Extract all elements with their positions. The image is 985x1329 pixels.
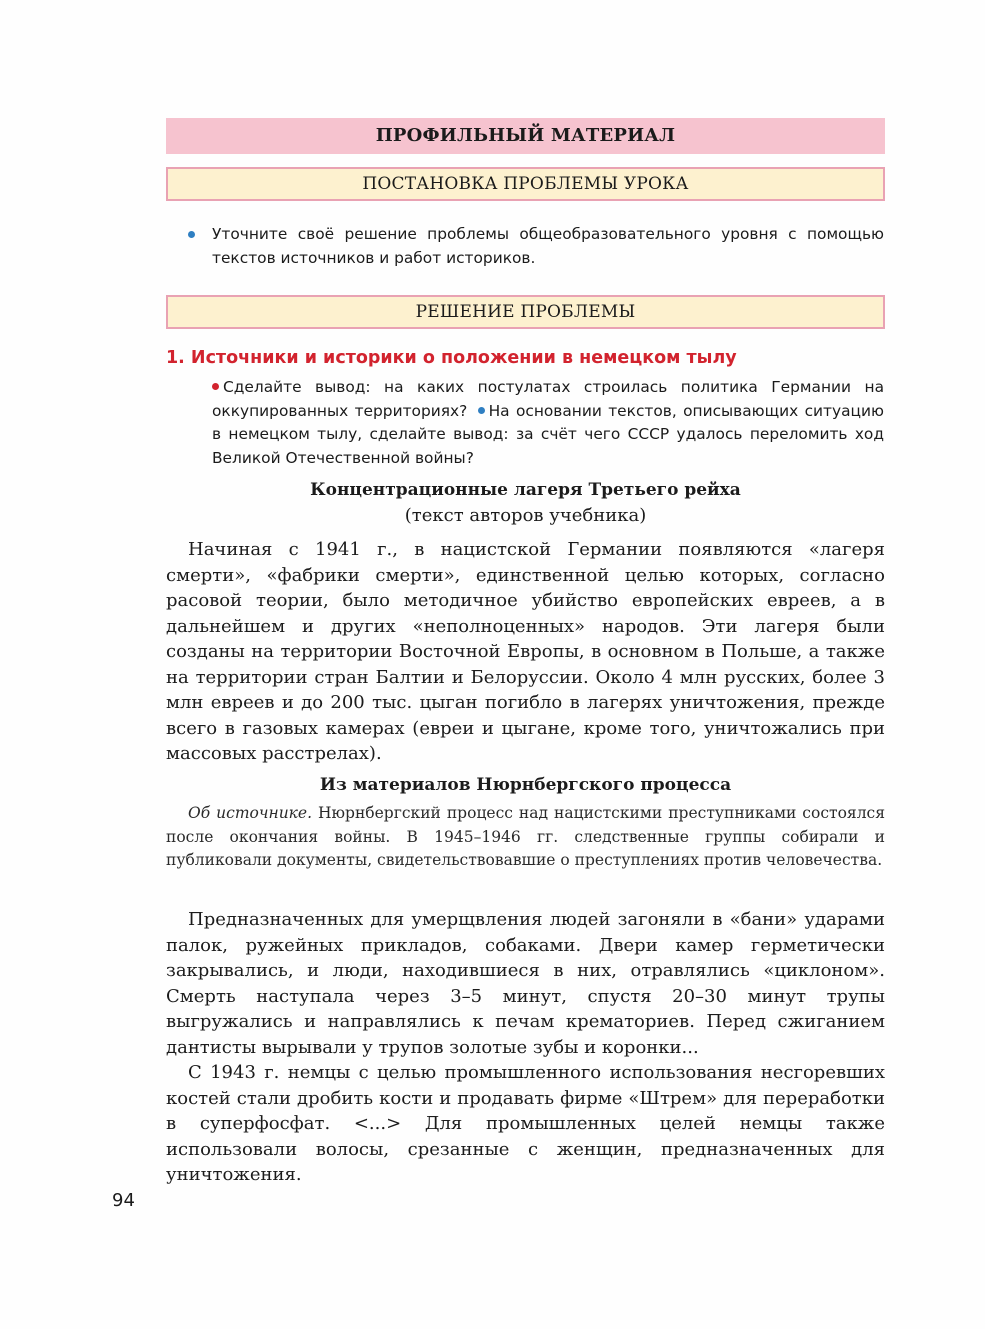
camps-text-block [166,537,885,767]
task-2-text: На основании текстов, описывающих ситуацию в немецком тылу, сделайте вывод: за счёт чего СССР удалось переломить ход Великой Отечественной войны? [212,401,884,467]
nuremberg-text-block [166,907,885,1188]
task-1-text: Сделайте вывод: на каких постулатах строилась политика Германии на оккупированных территориях? [212,378,884,420]
nuremberg-heading: Из материалов Нюрнбергского процесса [319,775,732,795]
bullet-icon [188,231,195,238]
nuremberg-paragraph-2: С 1943 г. немцы с целью промышленного использования несгоревших костей стали дробить кости и продавать фирме «Штрем» для переработки в суперфосфат. <...> Для промышленных целей немцы также использовали волосы, срезанные с женщин, предназначенных для уничтожения. [166,1062,885,1185]
nuremberg-paragraph-1: Предназначенных для умерщвления людей загоняли в «бани» ударами палок, ружейных прикладов, собаками. Двери камер герметически закрывались, и люди, находившиеся в них, отравлялись «циклоном». Смерть наступала через 3–5 минут, спустя 20–30 минут трупы выгружались и направлялись к печам крематориев. Перед сжиганием дантисты вырывали у трупов золотые зубы и коронки... [166,909,885,1058]
blue-bullet-icon [478,407,485,414]
section-tasks [212,376,884,470]
camps-heading: Концентрационные лагеря Третьего рейха [310,480,741,500]
page-number: 94 [112,1190,135,1211]
red-bullet-icon [212,383,219,390]
source-note-block [166,802,885,873]
source-note-label: Об источнике. [188,804,313,822]
source-note-text: Нюрнбергский процесс над нацистскими преступниками состоялся после окончания войны. В 1945–1946 гг. следственные группы собирали и публиковали документы, свидетельствовавшие о преступлениях против человечества. [166,804,885,869]
problem-solution-banner: РЕШЕНИЕ ПРОБЛЕМЫ [166,295,885,329]
profile-material-banner: ПРОФИЛЬНЫЙ МАТЕРИАЛ [166,118,885,154]
problem-statement-banner: ПОСТАНОВКА ПРОБЛЕМЫ УРОКА [166,167,885,201]
camps-subheading: (текст авторов учебника) [404,505,647,526]
intro-task-text: Уточните своё решение проблемы общеобразовательного уровня с помощью текстов источников и работ историков. [212,225,884,267]
camps-paragraph: Начиная с 1941 г., в нацистской Германии появляются «лагеря смерти», «фабрики смерти», единственной целью которых, согласно расовой теории, было методичное убийство европейских евреев, а в дальнейшем и других «неполноценных» народов. Эти лагеря были созданы на территории Восточной Европы, в основном в Польше, а также на территории стран Балтии и Белоруссии. Около 4 млн русских, более 3 млн евреев и до 200 тыс. цыган погибло в лагерях уничтожения, прежде всего в газовых камерах (евреи и цыгане, кроме того, уничтожались при массовых расстрелах). [166,539,885,764]
section-heading: 1. Источники и историки о положении в немецком тылу [166,348,737,368]
